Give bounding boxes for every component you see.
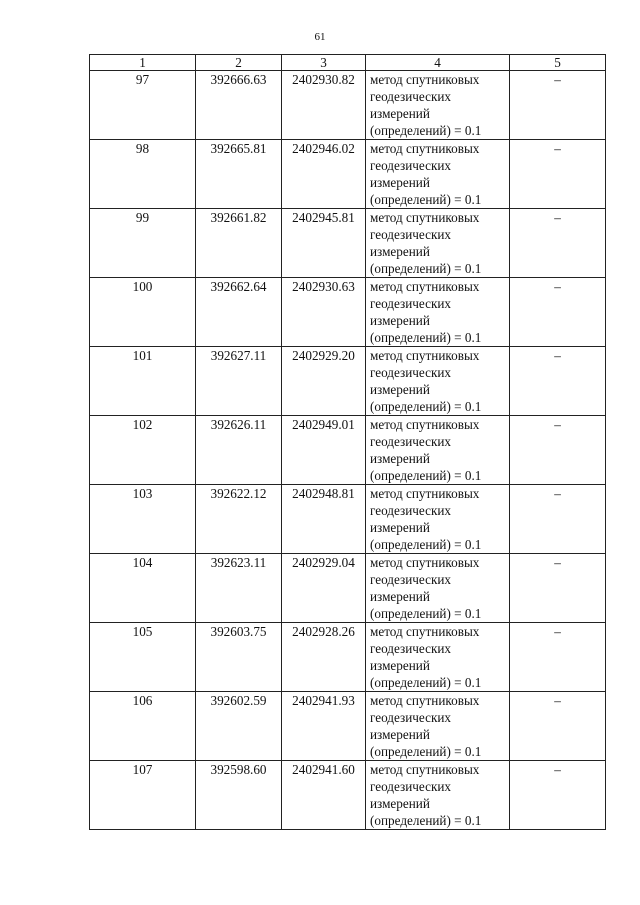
method-cell [366,692,510,761]
note-cell: – [510,761,606,830]
note-cell: – [510,140,606,209]
method-text: метод спутниковых геодезических измерений (определений) = 0.1 [370,624,482,690]
y-coordinate-cell: 2402929.04 [282,554,366,623]
table-row [90,209,606,278]
method-text: метод спутниковых геодезических измерений (определений) = 0.1 [370,486,482,552]
method-cell [366,140,510,209]
point-number-cell: 97 [90,71,196,140]
method-cell [366,416,510,485]
x-coordinate-cell: 392661.82 [196,209,282,278]
table-row [90,140,606,209]
note-cell: – [510,554,606,623]
table-header-row [90,55,606,71]
page-number: 61 [314,31,326,43]
note-cell: – [510,623,606,692]
point-number-cell: 104 [90,554,196,623]
point-number-cell: 98 [90,140,196,209]
point-number-cell: 107 [90,761,196,830]
method-text: метод спутниковых геодезических измерений (определений) = 0.1 [370,348,482,414]
y-coordinate-cell: 2402930.82 [282,71,366,140]
note-cell: – [510,71,606,140]
y-coordinate-cell: 2402948.81 [282,485,366,554]
x-coordinate-cell: 392627.11 [196,347,282,416]
x-coordinate-cell: 392623.11 [196,554,282,623]
method-cell [366,485,510,554]
header-cell-3: 3 [282,55,366,71]
y-coordinate-cell: 2402941.60 [282,761,366,830]
point-number-cell: 102 [90,416,196,485]
method-text: метод спутниковых геодезических измерений (определений) = 0.1 [370,762,482,828]
point-number-cell: 100 [90,278,196,347]
point-number-cell: 103 [90,485,196,554]
table-row [90,416,606,485]
table-row [90,761,606,830]
method-text: метод спутниковых геодезических измерений (определений) = 0.1 [370,693,482,759]
method-cell [366,761,510,830]
method-text: метод спутниковых геодезических измерений (определений) = 0.1 [370,417,482,483]
point-number-cell: 99 [90,209,196,278]
header-cell-1: 1 [90,55,196,71]
x-coordinate-cell: 392665.81 [196,140,282,209]
table-row [90,278,606,347]
note-cell: – [510,347,606,416]
x-coordinate-cell: 392626.11 [196,416,282,485]
method-cell [366,278,510,347]
point-number-cell: 101 [90,347,196,416]
method-text: метод спутниковых геодезических измерений (определений) = 0.1 [370,210,482,276]
y-coordinate-cell: 2402930.63 [282,278,366,347]
note-cell: – [510,416,606,485]
y-coordinate-cell: 2402949.01 [282,416,366,485]
note-cell: – [510,209,606,278]
table-row [90,623,606,692]
y-coordinate-cell: 2402941.93 [282,692,366,761]
x-coordinate-cell: 392666.63 [196,71,282,140]
method-text: метод спутниковых геодезических измерений (определений) = 0.1 [370,555,482,621]
table-row [90,692,606,761]
y-coordinate-cell: 2402946.02 [282,140,366,209]
header-cell-4: 4 [366,55,510,71]
method-cell [366,209,510,278]
header-cell-2: 2 [196,55,282,71]
table-row [90,485,606,554]
method-cell [366,347,510,416]
note-cell: – [510,485,606,554]
method-text: метод спутниковых геодезических измерений (определений) = 0.1 [370,72,482,138]
header-cell-5: 5 [510,55,606,71]
table-row [90,71,606,140]
note-cell: – [510,278,606,347]
table-body [90,55,606,830]
method-cell [366,71,510,140]
method-cell [366,623,510,692]
note-cell: – [510,692,606,761]
method-text: метод спутниковых геодезических измерений (определений) = 0.1 [370,141,482,207]
table-row [90,347,606,416]
point-number-cell: 106 [90,692,196,761]
x-coordinate-cell: 392598.60 [196,761,282,830]
coordinates-table [89,54,606,830]
table-row [90,554,606,623]
y-coordinate-cell: 2402928.26 [282,623,366,692]
y-coordinate-cell: 2402929.20 [282,347,366,416]
point-number-cell: 105 [90,623,196,692]
x-coordinate-cell: 392662.64 [196,278,282,347]
x-coordinate-cell: 392622.12 [196,485,282,554]
x-coordinate-cell: 392602.59 [196,692,282,761]
method-cell [366,554,510,623]
method-text: метод спутниковых геодезических измерений (определений) = 0.1 [370,279,482,345]
y-coordinate-cell: 2402945.81 [282,209,366,278]
x-coordinate-cell: 392603.75 [196,623,282,692]
